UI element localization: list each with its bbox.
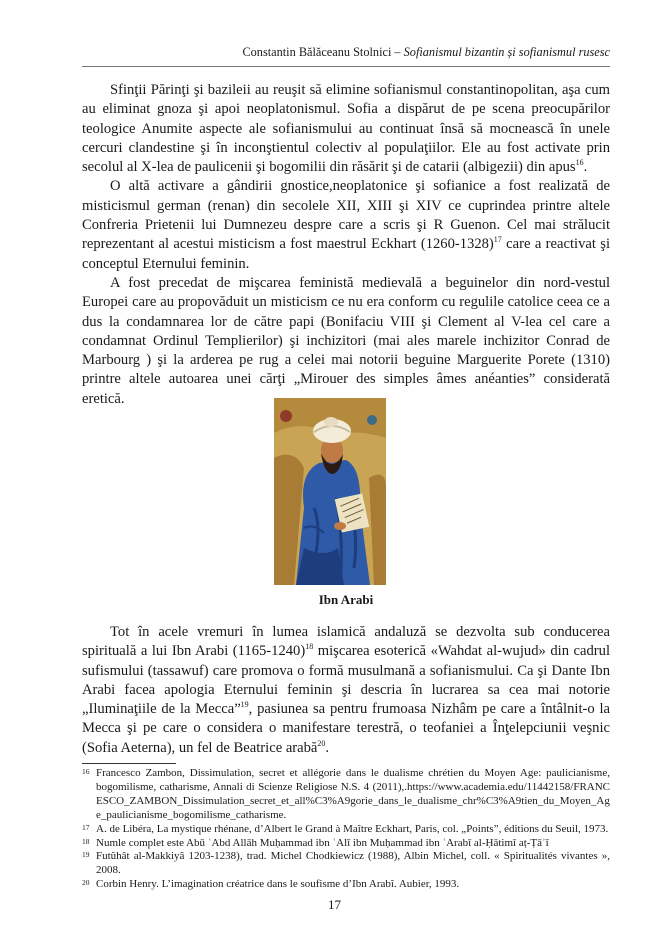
footnote-19	[82, 850, 610, 878]
footnote-rule	[82, 763, 176, 764]
paragraph-4	[82, 623, 610, 758]
body-text-top	[82, 81, 610, 409]
miniature-illustration	[274, 398, 386, 585]
footnote-ref-17[interactable]: 17	[493, 235, 502, 245]
paragraph-1	[82, 81, 610, 177]
footnote-number: 17	[82, 822, 90, 832]
page-number: 17	[328, 897, 341, 912]
paragraph-text: A fost precedat de mişcarea feministă medievală a beguinelor din nord-vestul Europei care au propovăduit un misticism ce nu era conform cu regulile catolice ceea ce a dus la condamnarea lor de către papi (Bonifaciu VIII şi Clement al V-lea cel care a condamnat Ordinul Templierilor) şi inchizitori (mai ales marele inchizitor Conrad de Marbourg ) şi la arderea pe rug a celei mai notorii beguine Marguerite Porete (1310) printre altele autoarea unei cărţi „Mirouer des simples âmes anéanties” considerată eretică.	[82, 274, 610, 407]
footnote-text: Francesco Zambon, Dissimulation, secret et allégorie dans le dualisme chrétien du Moyen Age: paulicianisme, bogomilisme, catharisme, Annali di Scienze Religiose N.S. 4 (2011),.	[96, 767, 610, 793]
footnote-17	[82, 823, 610, 837]
paragraph-tail: .	[325, 739, 330, 756]
paragraph-text: Tot în acele vremuri în lumea islamică andaluză se dezvolta sub conducerea spirituală a lui Ibn Arabi (1165-1240)	[82, 624, 610, 660]
header-author: Constantin Bălăceanu Stolnici	[242, 45, 392, 59]
footnote-number: 18	[82, 836, 90, 846]
ibn-arabi-miniature-image	[274, 398, 386, 585]
header-rule	[82, 66, 610, 67]
footnote-18	[82, 837, 610, 851]
footnote-20	[82, 878, 610, 892]
header-separator: –	[391, 45, 404, 59]
footnote-text: Corbin Henry. L’imagination créatrice dans le soufisme d’Ibn Arabî. Aubier, 1993.	[96, 878, 460, 891]
header-title: Sofianismul bizantin și sofianismul rusesc	[403, 45, 610, 59]
paragraph-text: , pasiunea sa pentru frumoasa Nizhâm pe care a întâlnit-o la Mecca şi pe care o considera o manifestare terestră, o teofaniei a Înţelepciunii veşnic (Sofia Aeterna), un fel de Beatrice arabă	[82, 701, 610, 756]
footnote-text: Futûhât al-Makkiyâ 1203-1238), trad. Michel Chodkiewicz (1988), Albin Michel, coll. « Spiritualités vivantes », 2008.	[96, 850, 610, 877]
body-text-bottom	[82, 623, 610, 758]
paragraph-text: O altă activare a gândirii gnostice,neoplatonice şi sofianice a fost realizată de misticismul german (renan) din secolele XII, XIII şi XIV ce cuprindea printre altele Confreria Prietenii lui Dumnezeu despre care a scris şi R Guenon. Cel mai strălucit reprezentant al acestui misticism a fost maestrul Eckhart (1260-1328)	[82, 178, 610, 253]
footnote-number: 16	[82, 767, 90, 776]
footnote-number: 20	[82, 878, 90, 888]
footnote-text: A. de Libéra, La mystique rhénane, d’Albert le Grand à Maître Eckhart, Paris, col. „Points”, éditions du Seuil, 1973.	[96, 822, 609, 835]
paragraph-tail: care a reactivat şi conceptul Eternului feminin.	[82, 236, 610, 272]
paragraph-text: mişcarea esoterică «Wahdat al-wujud» din cadrul sufismului (tassawuf) care promova o formă musulmană a sofianismului. Ca şi Dante Ibn Arabi facea apologia Eternului feminin şi descria în lucrarea sa cea mai notorie „Iluminaţiile de la Mecca”	[82, 643, 610, 718]
footnote-ref-19[interactable]: 19	[240, 700, 249, 710]
footnote-number: 19	[82, 850, 90, 860]
footnotes	[82, 767, 610, 892]
footnote-text: Numle complet este Abū ʿAbd Allāh Muḥammad ibn ʿAlī ibn Muḥammad ibn ʿArabī al-Ḥātimī aṭ-Ṭāʾī	[96, 836, 549, 849]
running-header	[82, 45, 610, 60]
figure-caption: Ibn Arabi	[318, 592, 374, 607]
footnote-link[interactable]: https://www.academia.edu/11442158/FRANCESCO_ZAMBON_Dissimulation_secret_et_all%C3%A9gorie_dans_le_dualisme_chr%C3%A9tien_du_Moyen_Age_paulicianisme_bogomilisme_catharisme.	[96, 780, 610, 821]
paragraph-2	[82, 177, 610, 273]
footnote-ref-20[interactable]: 20	[317, 738, 326, 748]
footnote-ref-18[interactable]: 18	[305, 642, 314, 652]
paragraph-tail: .	[583, 159, 588, 176]
footnote-16	[82, 767, 610, 823]
paragraph-3	[82, 274, 610, 409]
paragraph-text: Sfinţii Părinţi şi bazileii au reuşit să elimine sofianismul constantinopolitan, aşa cum au eliminat gnoza şi apoi neoplatonismul. Sofia a dispărut de pe scena preocupărilor teologice Anumite aspecte ale sofianismului au continuat însă să mocnească în unele cercuri clandestine şi în inconştientul colectiv al populaţiilor. Ele au fost activate prin secolul al X-lea de paulicenii şi bogomilii din răsărit şi de catarii (albigezii) din apus	[82, 82, 610, 176]
footnote-ref-16[interactable]: 16	[575, 158, 584, 168]
